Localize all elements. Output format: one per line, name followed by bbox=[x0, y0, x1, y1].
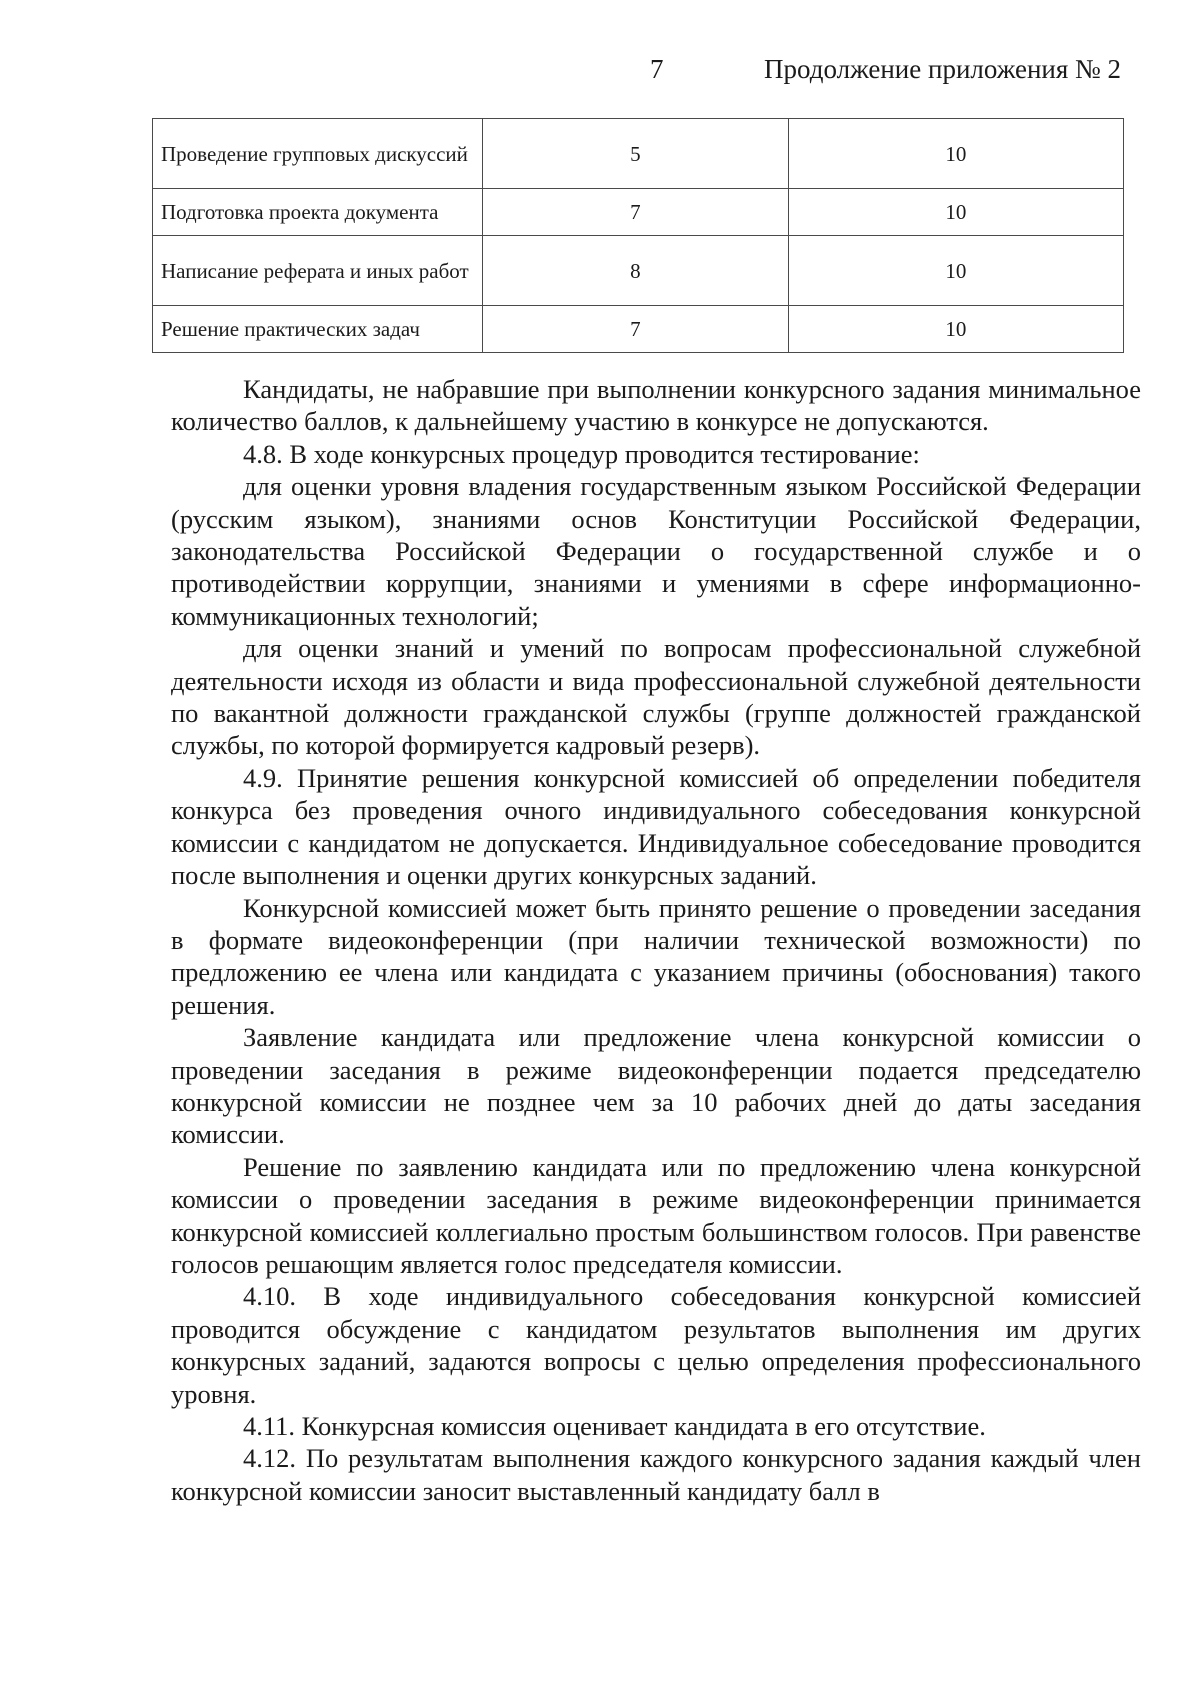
paragraph-videoconference: Конкурсной комиссией может быть принято решение о проведении заседания в формате видеоконференции (при наличии технической возможности) по предложению ее члена или кандидата с указанием причины (обоснования) такого решения. bbox=[171, 892, 1141, 1020]
document-body bbox=[171, 373, 1141, 1507]
task-name-cell: Проведение групповых дискуссий bbox=[153, 119, 483, 189]
min-score-cell: 7 bbox=[483, 189, 789, 236]
task-name-cell: Подготовка проекта документа bbox=[153, 189, 483, 236]
paragraph-min-score-rule: Кандидаты, не набравшие при выполнении конкурсного задания минимальное количество баллов, к дальнейшему участию в конкурсе не допускаются. bbox=[171, 374, 1141, 437]
paragraph-testing-language: для оценки уровня владения государственным языком Российской Федерации (русским языком), знаниями основ Конституции Российской Федерации, законодательства Российской Федерации о государственной службе и о противодействии коррупции, знаниями и умениями в сфере информационно-коммуникационных технологий; bbox=[171, 471, 1141, 631]
min-score-cell: 8 bbox=[483, 236, 789, 306]
paragraph-4-8: 4.8. В ходе конкурсных процедур проводится тестирование: bbox=[243, 438, 920, 469]
scores-table bbox=[152, 118, 1124, 353]
min-score-cell: 5 bbox=[483, 119, 789, 189]
task-name-cell: Решение практических задач bbox=[153, 306, 483, 353]
appendix-continuation-label: Продолжение приложения № 2 bbox=[764, 54, 1122, 84]
table-row bbox=[153, 119, 1124, 189]
paragraph-application: Заявление кандидата или предложение члена конкурсной комиссии о проведении заседания в режиме видеоконференции подается председателю конкурсной комиссии не позднее чем за 10 рабочих дней до даты заседания комиссии. bbox=[171, 1022, 1141, 1150]
table-row bbox=[153, 306, 1124, 353]
page-number: 7 bbox=[650, 54, 664, 84]
task-name-cell: Написание реферата и иных работ bbox=[153, 236, 483, 306]
max-score-cell: 10 bbox=[788, 119, 1123, 189]
max-score-cell: 10 bbox=[788, 236, 1123, 306]
max-score-cell: 10 bbox=[788, 306, 1123, 353]
paragraph-4-9: 4.9. Принятие решения конкурсной комиссией об определении победителя конкурса без проведения очного индивидуального собеседования конкурсной комиссии с кандидатом не допускается. Индивидуальное собеседование проводится после выполнения и оценки других конкурсных заданий. bbox=[171, 762, 1141, 891]
paragraph-4-12: 4.12. По результатам выполнения каждого конкурсного задания каждый член конкурсной комиссии заносит выставленный кандидату балл в bbox=[171, 1443, 1141, 1506]
paragraph-4-11: 4.11. Конкурсная комиссия оценивает кандидата в его отсутствие. bbox=[243, 1411, 986, 1441]
min-score-cell: 7 bbox=[483, 306, 789, 353]
table-row bbox=[153, 236, 1124, 306]
table-row bbox=[153, 189, 1124, 236]
paragraph-decision: Решение по заявлению кандидата или по предложению члена конкурсной комиссии о проведении заседания в режиме видеоконференции принимается конкурсной комиссией коллегиально простым большинством голосов. При равенстве голосов решающим является голос председателя комиссии. bbox=[171, 1151, 1141, 1279]
max-score-cell: 10 bbox=[788, 189, 1123, 236]
paragraph-testing-professional: для оценки знаний и умений по вопросам профессиональной служебной деятельности исходя из области и вида профессиональной служебной деятельности по вакантной должности гражданской службы (группе должностей гражданской службы, по которой формируется кадровый резерв). bbox=[171, 633, 1141, 761]
paragraph-4-10: 4.10. В ходе индивидуального собеседования конкурсной комиссией проводится обсуждение с кандидатом результатов выполнения им других конкурсных заданий, задаются вопросы с целью определения профессионального уровня. bbox=[171, 1281, 1141, 1409]
